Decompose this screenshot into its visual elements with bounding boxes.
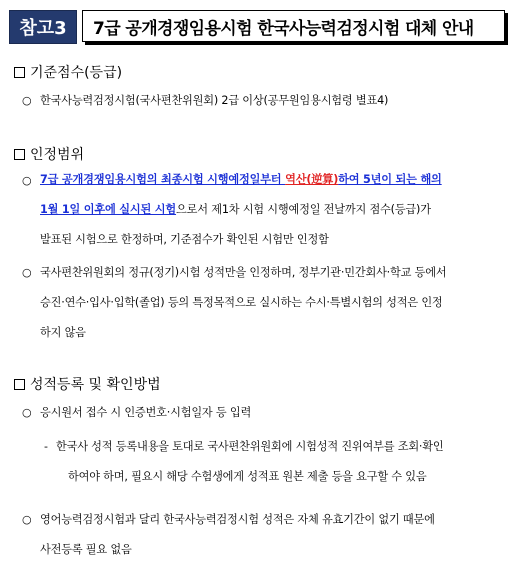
scope-item1-line2 <box>40 203 431 217</box>
circle-bullet-icon: ○ <box>22 266 32 279</box>
registration-item3-line2: 사전등록 필요 없음 <box>40 543 132 556</box>
registration-item3-line1: 영어능력검정시험과 달리 한국사능력검정시험 성적은 자체 유효기간이 없기 때문에 <box>40 513 435 526</box>
body-text: 으로서 제1차 시험 시행예정일 전날까지 점수(등급)가 <box>176 203 431 216</box>
circle-bullet-icon: ○ <box>22 513 32 526</box>
circle-bullet-icon: ○ <box>22 174 32 187</box>
registration-sub-line2: 하여야 하며, 필요시 해당 수험생에게 성적표 원본 제출 등을 요구할 수 있음 <box>68 470 427 483</box>
scope-item2-line2: 승진·연수·입사·입학(졸업) 등의 특정목적으로 실시하는 수시·특별시험의 성적은 인정 <box>40 296 443 309</box>
checkbox-square-icon <box>14 379 25 390</box>
registration-item1-text: 응시원서 접수 시 인증번호·시험일자 등 입력 <box>40 406 252 419</box>
section-heading-scope <box>14 144 84 164</box>
circle-bullet-icon: ○ <box>22 406 32 419</box>
checkbox-square-icon <box>14 149 25 160</box>
highlight-red-text: 역산(逆算) <box>285 173 339 186</box>
highlight-text: 7급 공개경쟁임용시험의 최종시험 시행예정일부터 <box>40 173 286 186</box>
circle-bullet-icon: ○ <box>22 94 32 107</box>
scope-item2-line3: 하지 않음 <box>40 326 86 339</box>
section-heading-label: 기준점수(등급) <box>30 65 123 81</box>
scope-item2-line1: 국사편찬위원회의 정규(정기)시험 성적만을 인정하며, 정부기관·민간회사·학교 등에서 <box>40 266 447 279</box>
reference-badge: 참고3 <box>9 10 77 44</box>
section-heading-label: 성적등록 및 확인방법 <box>30 377 161 393</box>
section-heading-label: 인정범위 <box>30 147 85 163</box>
section-heading-registration <box>14 374 161 394</box>
page-title: 7급 공개경쟁임용시험 한국사능력검정시험 대체 안내 <box>82 10 505 42</box>
registration-sub-line1: 한국사 성적 등록내용을 토대로 국사편찬위원회에 시험성적 진위여부를 조회·확인 <box>56 440 444 453</box>
section-heading-criteria <box>14 62 122 82</box>
checkbox-square-icon <box>14 67 25 78</box>
criteria-text: 한국사능력검정시험(국사편찬위원회) 2급 이상(공무원임용시험령 별표4) <box>40 94 389 107</box>
scope-item1-line3: 발표된 시험으로 한정하며, 기준점수가 확인된 시험만 인정함 <box>40 233 329 246</box>
highlight-text: 하여 5년이 되는 해의 <box>338 173 442 186</box>
scope-item1-line1 <box>40 173 442 187</box>
highlight-text: 1월 1일 이후에 실시된 시험 <box>40 203 177 216</box>
dash-bullet-icon: - <box>44 440 48 453</box>
